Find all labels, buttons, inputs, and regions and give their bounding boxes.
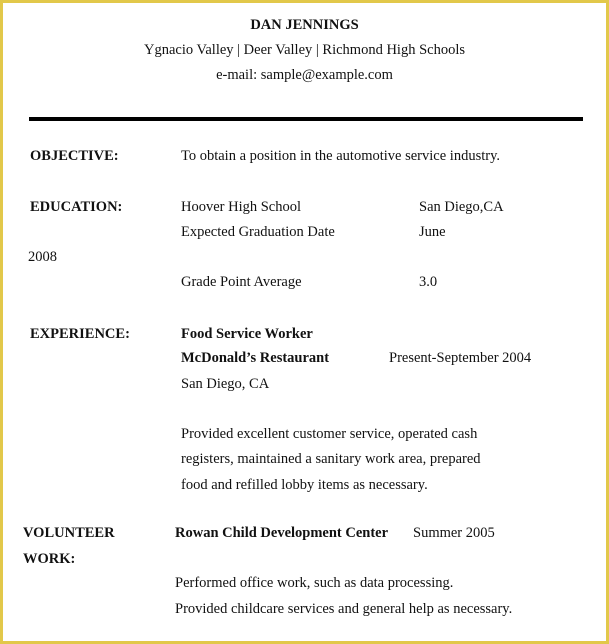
objective-text: To obtain a position in the automotive service industry.	[181, 148, 500, 164]
education-location: San Diego,CA	[419, 199, 504, 215]
experience-description-line: Provided excellent customer service, operated cash	[181, 426, 478, 442]
header-divider	[29, 117, 583, 121]
experience-dates: Present-September 2004	[389, 350, 532, 366]
experience-title: Food Service Worker	[181, 326, 313, 342]
volunteer-description-line: Performed office work, such as data processing.	[175, 575, 454, 591]
experience-description-line: food and refilled lobby items as necessary.	[181, 477, 428, 493]
education-school: Hoover High School	[181, 199, 302, 215]
education-label: EDUCATION:	[30, 199, 123, 215]
volunteer-label: VOLUNTEER	[23, 525, 115, 541]
graduation-year: 2008	[28, 249, 57, 265]
experience-description-line: registers, maintained a sanitary work area, prepared	[181, 451, 481, 467]
gpa-label: Grade Point Average	[181, 274, 302, 290]
volunteer-organization: Rowan Child Development Center	[175, 525, 389, 541]
schools-line: Ygnacio Valley | Deer Valley | Richmond High Schools	[144, 42, 465, 58]
applicant-name: DAN JENNINGS	[250, 17, 359, 33]
graduation-label: Expected Graduation Date	[181, 224, 335, 240]
gpa-value: 3.0	[419, 274, 438, 290]
experience-label: EXPERIENCE:	[30, 326, 130, 342]
volunteer-dates: Summer 2005	[413, 525, 495, 541]
graduation-month: June	[419, 224, 446, 240]
volunteer-label-work: WORK:	[23, 551, 76, 567]
email-line: e-mail: sample@example.com	[216, 67, 393, 83]
experience-location: San Diego, CA	[181, 376, 270, 392]
experience-employer: McDonald’s Restaurant	[181, 350, 330, 366]
volunteer-description-line: Provided childcare services and general help as necessary.	[175, 601, 513, 617]
objective-label: OBJECTIVE:	[30, 148, 119, 164]
